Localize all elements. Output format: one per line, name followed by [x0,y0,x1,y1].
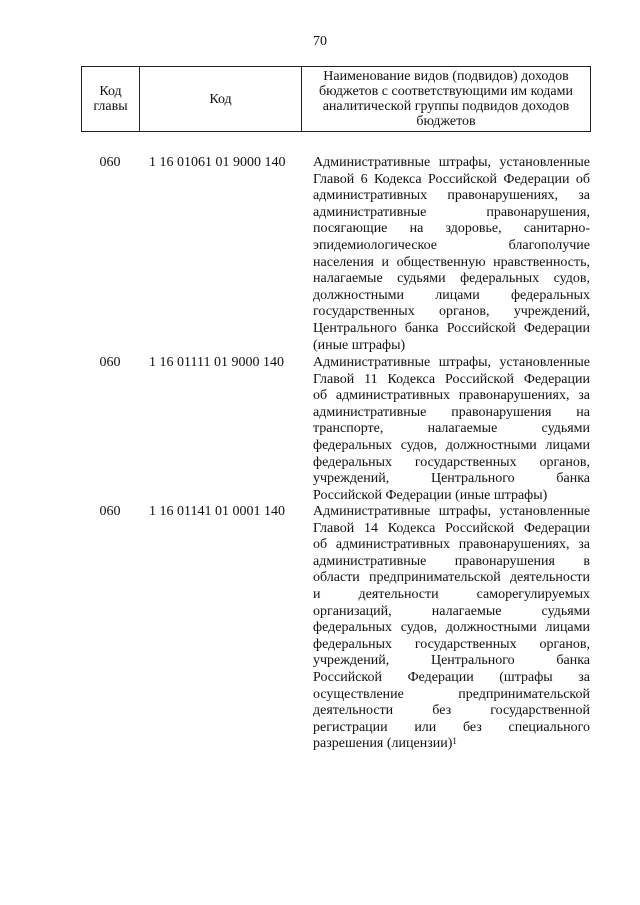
chapter-code: 060 [99,355,121,370]
description-line: населения и общественную нравственность, [313,254,590,270]
description-line: Главой 14 Кодекса Российской Федерации [313,520,590,536]
footnote-mark: 1 [452,736,457,747]
description-line: Российской Федерации (штрафы за [313,669,590,685]
description-line: регистрации или без специального [313,719,590,735]
description-line: должностными лицами федеральных [313,287,590,303]
income-code: 1 16 01111 01 9000 140 [149,355,284,370]
income-description [313,355,590,504]
description-line: административные правонарушения в [313,553,590,569]
description-line: федеральных судов, должностными лицами [313,620,590,636]
description-line: разрешения (лицензии)$^1$ [313,736,457,752]
description-line: Главой 6 Кодекса Российской Федерации об [313,171,590,187]
income-code: 1 16 01061 01 9000 140 [149,155,286,170]
description-line: Административные штрафы, установленные [313,155,590,170]
header-code: Код [140,67,302,131]
description-line: учреждений, Центрального банка [313,653,590,669]
description-line: эпидемиологическое благополучие [313,237,590,253]
description-line: административные правонарушения на [313,404,590,420]
description-line: Российской Федерации (иные штрафы) [313,487,548,503]
description-line: организаций, налагаемые судьями [313,603,590,619]
description-line: учреждений, Центрального банка [313,471,590,487]
description-line: административных правонарушениях, за [313,188,590,204]
description-line: государственных органов, учреждений, [313,304,590,320]
description-line: Административные штрафы, установленные [313,355,590,370]
header-income-name: Наименование видов (подвидов) доходов бюджетов с соответствующими им кодами аналитической группы подвидов доходов бюджетов [319,69,573,129]
description-line: области предпринимательской деятельности [313,570,590,586]
description-line: федеральных государственных органов, [313,636,590,652]
chapter-code: 060 [99,504,121,519]
table-header [81,66,591,132]
description-line: об административных правонарушениях, за [313,537,590,553]
description-line: федеральных государственных органов, [313,454,590,470]
description-line: налагаемые судьями федеральных судов, [313,271,590,287]
header-chapter-code: Код главы [82,67,140,131]
income-description [313,504,590,753]
description-line: Центрального банка Российской Федерации [313,320,590,336]
description-line: федеральных судов, должностными лицами [313,437,590,453]
description-line: осуществление предпринимательской [313,686,590,702]
description-line: посягающие на здоровье, санитарно- [313,221,590,237]
description-line: (иные штрафы) [313,337,406,353]
description-line: деятельности без государственной [313,703,590,719]
description-line: административные правонарушения, [313,204,590,220]
description-line: Главой 11 Кодекса Российской Федерации [313,371,590,387]
description-line: и деятельности саморегулируемых [313,586,590,602]
description-line: транспорте, налагаемые судьями [313,421,590,437]
description-line: Административные штрафы, установленные [313,504,590,519]
description-line: об административных правонарушениях, за [313,388,590,404]
chapter-code: 060 [99,155,121,170]
page-number: 70 [313,34,327,49]
income-description [313,155,590,354]
income-code: 1 16 01141 01 0001 140 [149,504,285,519]
